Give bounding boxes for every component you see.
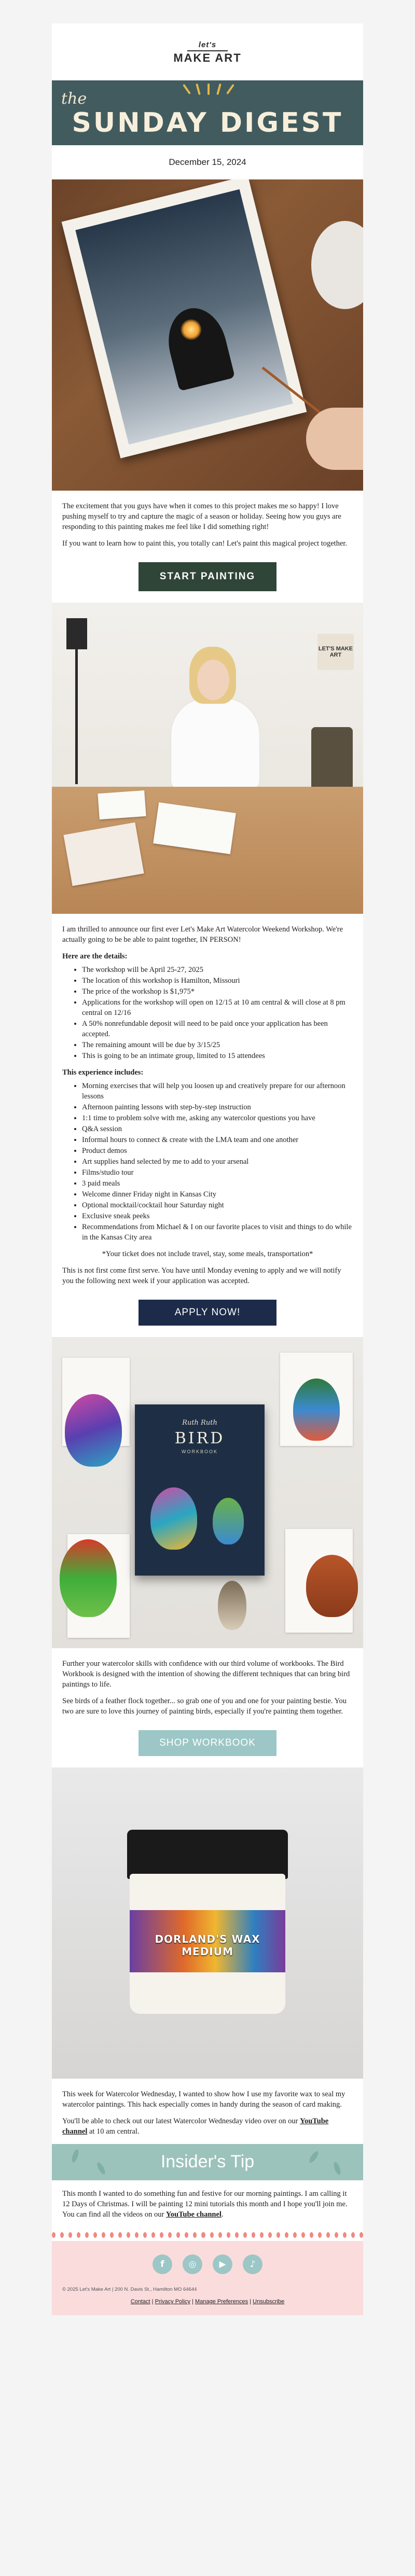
includes-heading: This experience includes:: [62, 1068, 144, 1077]
unsubscribe-link[interactable]: Unsubscribe: [253, 2299, 285, 2305]
artist-body-image: [171, 699, 259, 789]
palette-paper-image: [63, 823, 144, 886]
youtube-paragraph: [62, 2116, 353, 2137]
start-painting-button[interactable]: START PAINTING: [139, 562, 276, 591]
banner-title: SUNDAY DIGEST: [72, 107, 343, 138]
workshop-intro: I am thrilled to announce our first ever Let's Make Art Watercolor Weekend Workshop. We're actually going to be be able to paint together, IN PERSON!: [62, 925, 343, 944]
duck-painting-image: [293, 1378, 340, 1441]
parrot-painting-image: [65, 1394, 122, 1467]
youtube-text-before: You'll be able to check out our latest Watercolor Wednesday video over on our: [62, 2117, 300, 2125]
book-author: Ruth Ruth: [182, 1419, 217, 1427]
facebook-icon[interactable]: f: [153, 2254, 172, 2274]
includes-item: • Q&A session: [82, 1124, 353, 1134]
section1-text: [52, 491, 363, 549]
includes-item: • Art supplies hand selected by me to add to your arsenal: [82, 1157, 353, 1167]
youtube-channel-link[interactable]: YouTube channel: [62, 2117, 329, 2136]
cover-bird-image: [213, 1498, 244, 1544]
logo-line-2: MAKE ART: [173, 51, 242, 64]
owl-painting-image: [218, 1581, 246, 1630]
includes-item: • Product demos: [82, 1146, 353, 1156]
includes-item: • Afternoon painting lessons with step-by-step instruction: [82, 1102, 353, 1112]
section1-paragraph-2: If you want to learn how to paint this, you totally can! Let's paint this magical project together.: [62, 539, 348, 548]
details-item: • The location of this workshop is Hamilton, Missouri: [82, 976, 353, 986]
train-painting-photo[interactable]: [52, 179, 363, 491]
jar-label: [130, 1910, 285, 1972]
bird-workbook-cover: [135, 1404, 265, 1576]
tip-text-after: .: [221, 2210, 224, 2219]
insiders-tip-title: Insider's Tip: [160, 2152, 255, 2171]
lets-make-art-sign: LET'S MAKE ART: [317, 634, 354, 670]
footer: [52, 2241, 363, 2315]
paint-palette-image: [311, 221, 363, 309]
details-item: • The workshop will be April 25-27, 2025: [82, 965, 353, 975]
table-image: [52, 787, 363, 914]
section4-text: [52, 2079, 363, 2137]
tip-text-before: This month I wanted to do something fun and festive for our morning paintings. I am calling it 12 Days of Christmas. I will be painting 12 mini tutorials this month and I hope you'll join me. You can find all the videos on our: [62, 2190, 348, 2219]
includes-item: • 1:1 time to problem solve with me, asking any watercolor questions you have: [82, 1113, 353, 1123]
tip-paragraph: [62, 2189, 353, 2220]
header: [52, 23, 363, 80]
apply-now-button[interactable]: APPLY NOW!: [139, 1300, 276, 1326]
includes-item: • 3 paid meals: [82, 1178, 353, 1189]
watercolor-painting-image: [62, 179, 307, 458]
book-subtitle: WORKBOOK: [181, 1449, 218, 1454]
youtube-icon[interactable]: ▶: [213, 2254, 232, 2274]
footer-separator: |: [150, 2299, 155, 2305]
jar-lid-image: [127, 1830, 288, 1879]
social-links: [62, 2254, 353, 2274]
tip-text: [52, 2180, 363, 2220]
workbook-paragraph-1: Further your watercolor skills with confidence with our third volume of workbooks. The Bird Workbook is designed with the intention of showing the different techniques that can bring bird paintings to life.: [62, 1660, 350, 1689]
hand-image: [306, 408, 363, 470]
section2-text: [52, 914, 363, 1286]
sun-ray-icon: [216, 83, 222, 95]
details-list: [62, 965, 353, 1061]
contact-link[interactable]: Contact: [130, 2299, 150, 2305]
details-item: • A 50% nonrefundable deposit will need to be paid once your application has been accepted.: [82, 1019, 353, 1039]
workbook-paragraph-2: See birds of a feather flock together... so grab one of you and one for your painting bestie. You two are sure to love this journey of painting birds, especially if you're painting them together.: [62, 1697, 347, 1716]
insiders-tip-banner: [52, 2144, 363, 2180]
section3-text: [52, 1648, 363, 1717]
details-item: • The remaining amount will be due by 3/15/25: [82, 1040, 353, 1050]
artist-face-image: [197, 660, 229, 700]
painting-paper-image: [98, 790, 146, 819]
copyright-text: © 2025 Let's Make Art | 200 N. Davis St., Hamilton MO 64644: [62, 2287, 197, 2292]
email-container: [52, 23, 363, 2315]
train-image: [161, 302, 235, 391]
youtube-text-after: at 10 am central.: [87, 2127, 140, 2136]
ticket-note: *Your ticket does not include travel, stay, some meals, transportation*: [102, 1250, 313, 1258]
wax-paragraph: This week for Watercolor Wednesday, I wanted to show how I use my favorite wax to seal my watercolor paintings. This hack especially comes in handy during the season of card making.: [62, 2090, 345, 2109]
includes-list: [62, 1081, 353, 1243]
lets-make-art-logo[interactable]: [173, 40, 241, 64]
green-parrot-painting-image: [60, 1539, 117, 1617]
issue-date: December 15, 2024: [169, 157, 246, 167]
section1-paragraph-1: The excitement that you guys have when it comes to this project makes me so happy! I love pushing myself to try and capture the magic of a season or holiday. Seeing how you guys are responding to this painting makes me feel like I did something right!: [62, 502, 341, 531]
shop-workbook-button[interactable]: SHOP WORKBOOK: [139, 1730, 276, 1756]
jar-image: [130, 1874, 285, 2014]
sketch-paper-image: [153, 802, 236, 854]
includes-item: • Informal hours to connect & create with the LMA team and one another: [82, 1135, 353, 1145]
cover-bird-image: [150, 1487, 197, 1550]
details-heading: Here are the details:: [62, 952, 128, 960]
lamp-stand-image: [75, 649, 78, 784]
details-item: • This is going to be an intimate group, limited to 15 attendees: [82, 1051, 353, 1061]
banner-the: the: [61, 90, 87, 108]
includes-item: • Morning exercises that will help you loosen up and creatively prepare for our afternoon lessons: [82, 1081, 353, 1102]
tiktok-icon[interactable]: ♪: [243, 2254, 262, 2274]
hen-painting-image: [306, 1555, 358, 1617]
footer-separator: |: [190, 2299, 196, 2305]
footer-separator: |: [248, 2299, 253, 2305]
wax-medium-photo[interactable]: [52, 1767, 363, 2079]
includes-item: • Recommendations from Michael & I on our favorite places to visit and things to do while in the Kansas City area: [82, 1222, 353, 1243]
includes-item: • Films/studio tour: [82, 1167, 353, 1178]
logo-line-1: let's: [198, 40, 217, 49]
workshop-photo[interactable]: [52, 603, 363, 914]
instagram-icon[interactable]: ◎: [183, 2254, 202, 2274]
bird-workbook-photo[interactable]: [52, 1337, 363, 1648]
footer-links: [62, 2299, 353, 2305]
details-item: • Applications for the workshop will open on 12/15 at 10 am central & will close at 8 pm central on 12/16: [82, 997, 353, 1018]
sun-ray-icon: [226, 84, 234, 94]
details-item: • The price of the workshop is $1,975*: [82, 986, 353, 997]
application-note: This is not first come first serve. You have until Monday evening to apply and we will notify you the following next week if your application was accepted.: [62, 1266, 341, 1285]
sunday-digest-banner: [52, 80, 363, 145]
tip-youtube-link[interactable]: YouTube channel: [165, 2210, 222, 2219]
book-title: BIRD: [174, 1429, 225, 1447]
includes-item: • Welcome dinner Friday night in Kansas City: [82, 1189, 353, 1200]
sun-ray-icon: [196, 83, 201, 95]
manage-preferences-link[interactable]: Manage Preferences: [195, 2299, 248, 2305]
includes-item: • Optional mocktail/cocktail hour Saturday night: [82, 1200, 353, 1210]
lamp-image: [66, 618, 87, 649]
privacy-policy-link[interactable]: Privacy Policy: [155, 2299, 191, 2305]
sun-ray-icon: [183, 84, 191, 94]
jar-label-text: DORLAND'S WAX MEDIUM: [155, 1933, 260, 1958]
sun-ray-icon: [208, 83, 210, 95]
decorative-dots: [52, 2226, 363, 2241]
includes-item: • Exclusive sneak peeks: [82, 1211, 353, 1221]
